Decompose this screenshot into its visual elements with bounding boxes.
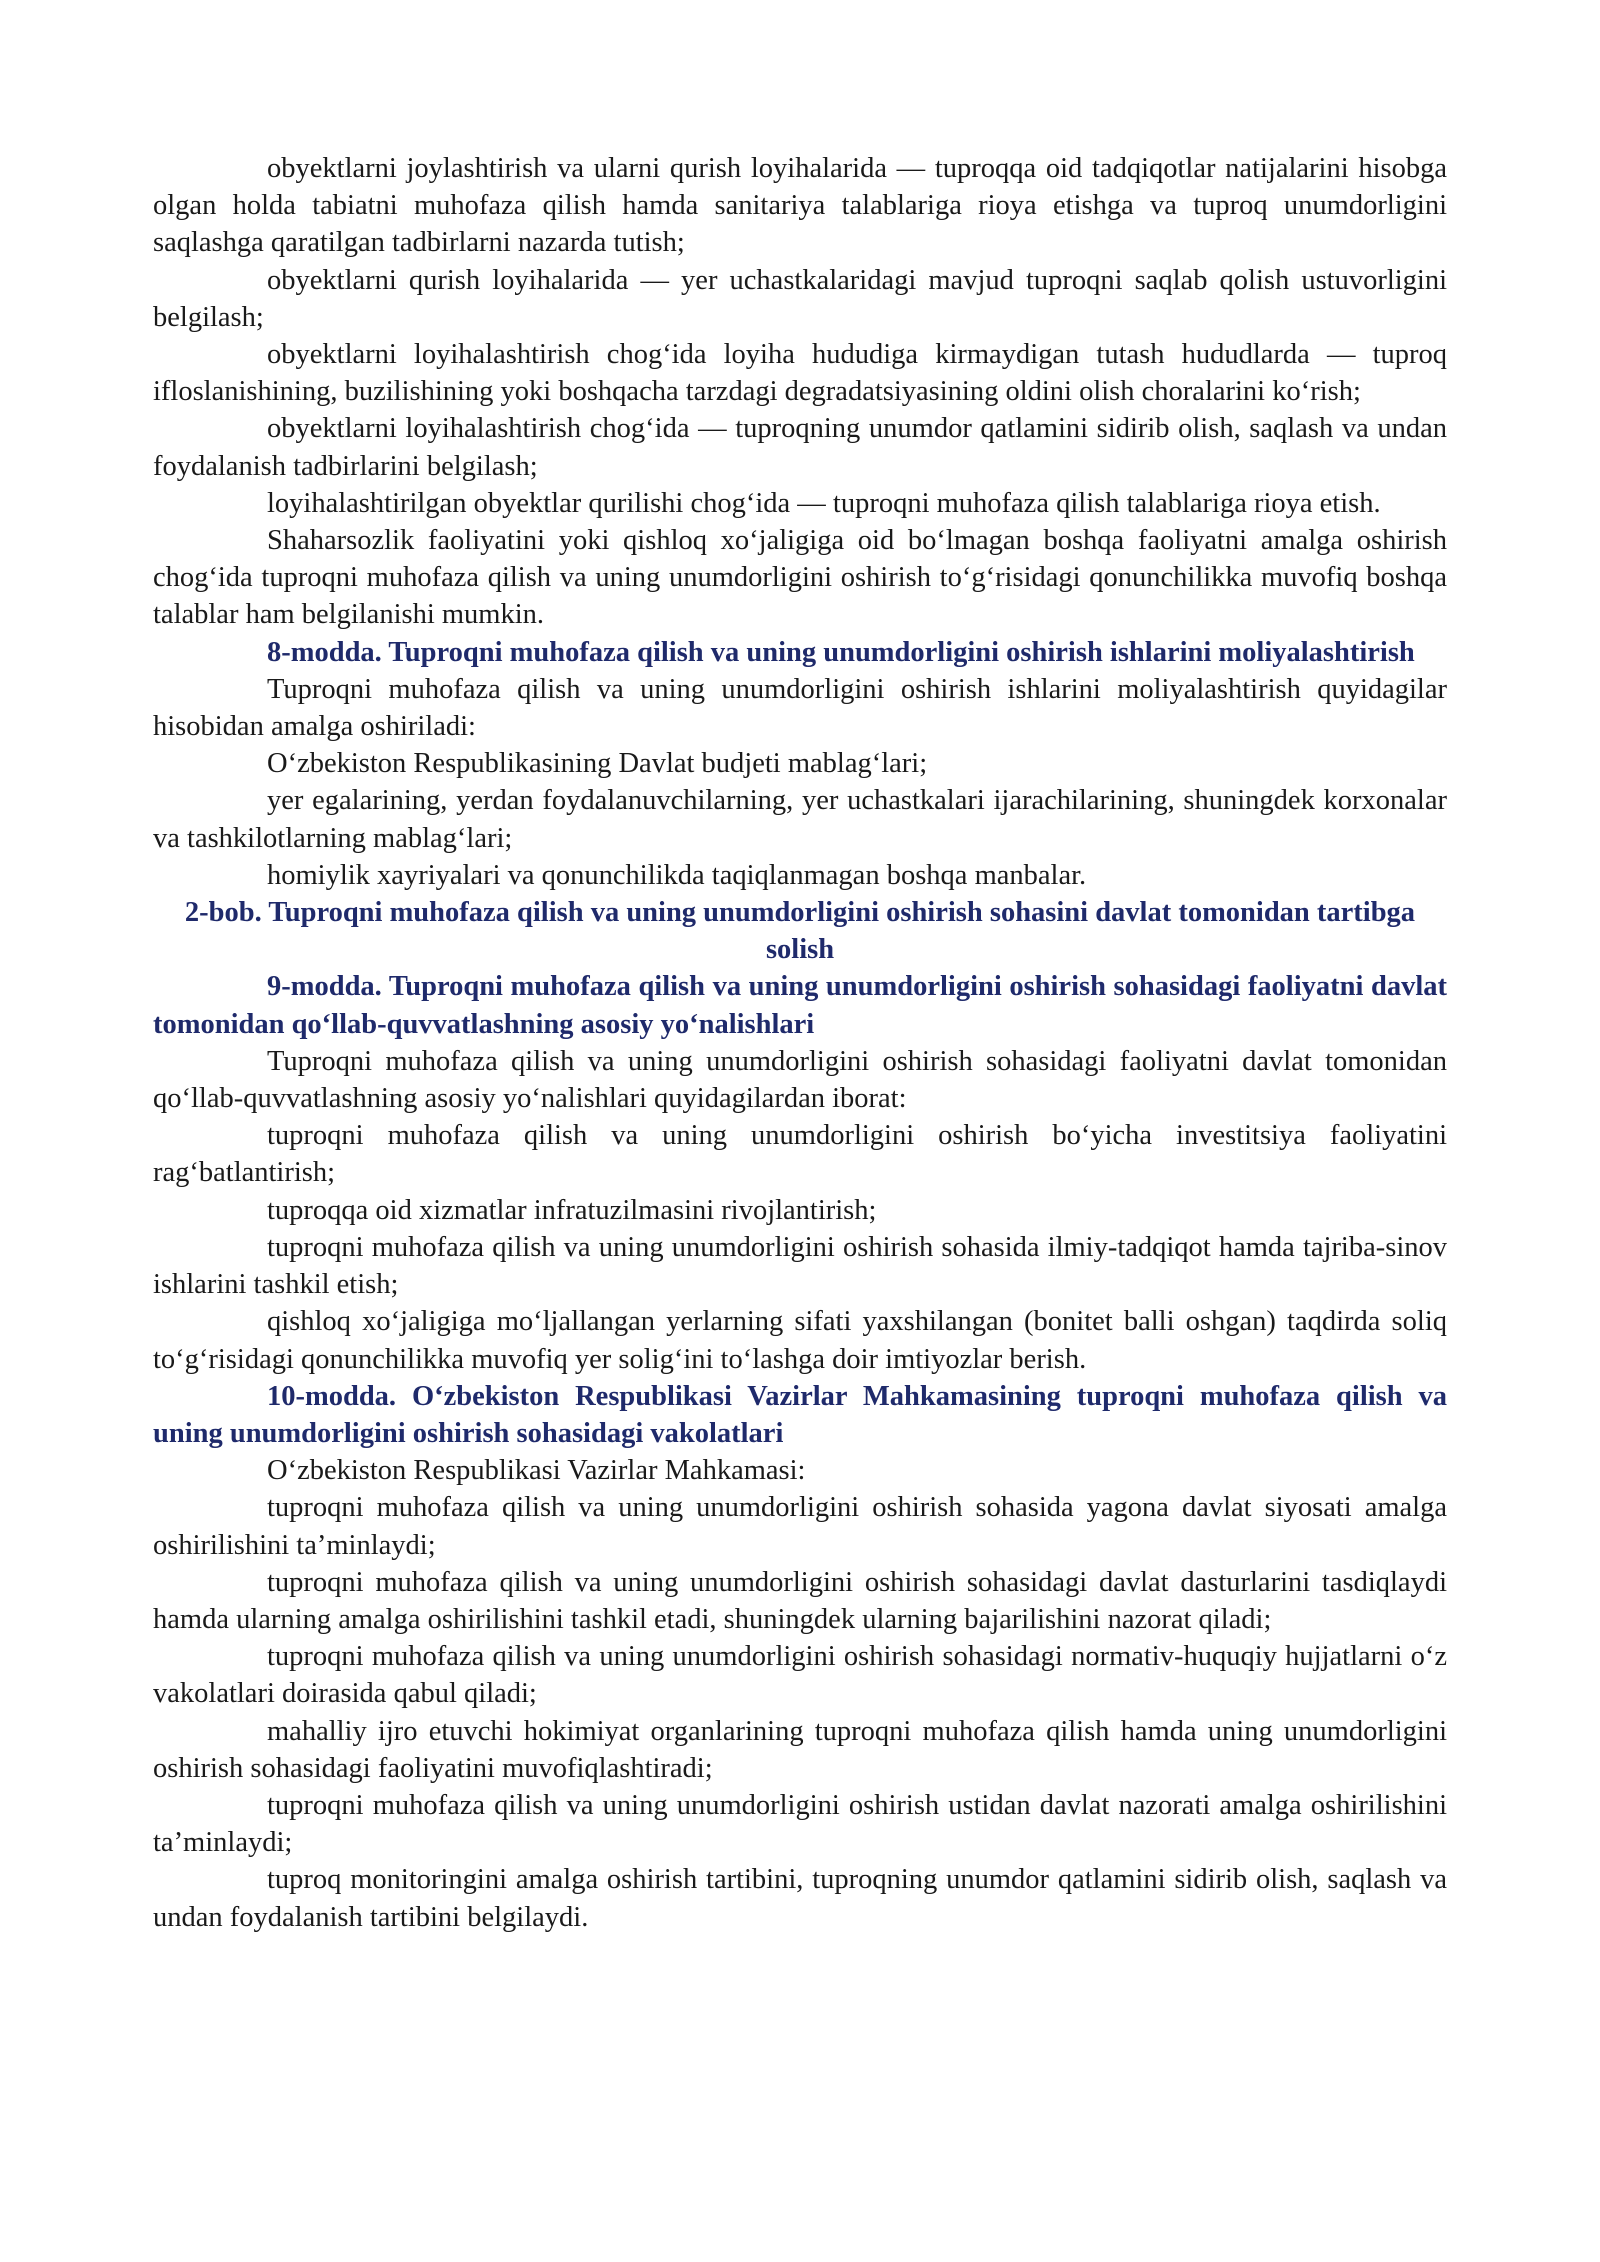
paragraph: Tuproqni muhofaza qilish va uning unumdorligini oshirish ishlarini moliyalashtirish quyidagilar hisobidan amalga oshiriladi: bbox=[153, 673, 1447, 743]
paragraph: tuproq monitoringini amalga oshirish tartibini, tuproqning unumdor qatlamini sidirib olish, saqlash va undan foydalanish tartibini belgilaydi. bbox=[153, 1864, 1447, 1933]
chapter-heading-2: 2-bob. Tuproqni muhofaza qilish va uning unumdorligini oshirish sohasini davlat tomonidan tartibga solish bbox=[184, 897, 1416, 966]
article-heading-9: 9-modda. Tuproqni muhofaza qilish va uning unumdorligini oshirish sohasidagi faoliyatni davlat tomonidan qo‘llab-quvvatlashning asosiy yo‘nalishlari bbox=[153, 971, 1447, 1040]
paragraph: obyektlarni loyihalashtirish chog‘ida loyiha hududiga kirmaydigan tutash hududlarda — tuproq ifloslanishining, buzilishining yoki boshqacha tarzdagi degradatsiyasining oldini olish choralarini ko‘rish; bbox=[153, 339, 1447, 408]
paragraph: tuproqni muhofaza qilish va uning unumdorligini oshirish bo‘yicha investitsiya faoliyatini rag‘batlantirish; bbox=[153, 1120, 1447, 1189]
paragraph: loyihalashtirilgan obyektlar qurilishi chog‘ida — tuproqni muhofaza qilish talablariga rioya etish. bbox=[267, 487, 1381, 519]
paragraph: homiylik xayriyalari va qonunchilikda taqiqlanmagan boshqa manbalar. bbox=[267, 859, 1087, 891]
paragraph: tuproqni muhofaza qilish va uning unumdorligini oshirish sohasidagi davlat dasturlarini tasdiqlaydi hamda ularning amalga oshirilishini tashkil etadi, shuningdek ularning bajarilishini nazorat qiladi; bbox=[153, 1566, 1447, 1635]
article-heading-10: 10-modda. O‘zbekiston Respublikasi Vazirlar Mahkamasining tuproqni muhofaza qilish va uning unumdorligini oshirish sohasidagi vakolatlari bbox=[153, 1380, 1447, 1449]
paragraph: tuproqqa oid xizmatlar infratuzilmasini rivojlantirish; bbox=[267, 1194, 877, 1226]
paragraph: Shaharsozlik faoliyatini yoki qishloq xo‘jaligiga oid bo‘lmagan boshqa faoliyatni amalga oshirish chog‘ida tuproqni muhofaza qilish va uning unumdorligini oshirish to‘g‘risidagi qonunchilikka muvofiq boshqa talablar ham belgilanishi mumkin. bbox=[153, 525, 1447, 631]
paragraph: tuproqni muhofaza qilish va uning unumdorligini oshirish sohasida ilmiy-tadqiqot hamda tajriba-sinov ishlarini tashkil etish; bbox=[153, 1231, 1447, 1301]
paragraph: yer egalarining, yerdan foydalanuvchilarning, yer uchastkalari ijarachilarining, shuningdek korxonalar va tashkilotlarning mablag‘lari; bbox=[153, 785, 1447, 854]
article-heading-8: 8-modda. Tuproqni muhofaza qilish va uning unumdorligini oshirish ishlarini moliyalashtirish bbox=[267, 636, 1415, 668]
document-page bbox=[153, 150, 1447, 1936]
paragraph: obyektlarni qurish loyihalarida — yer uchastkalaridagi mavjud tuproqni saqlab qolish ustuvorligini belgilash; bbox=[153, 264, 1447, 333]
paragraph: O‘zbekiston Respublikasi Vazirlar Mahkamasi: bbox=[267, 1455, 806, 1487]
paragraph: qishloq xo‘jaligiga mo‘ljallangan yerlarning sifati yaxshilangan (bonitet balli oshgan) taqdirda soliq to‘g‘risidagi qonunchilikka muvofiq yer solig‘ini to‘lashga doir imtiyozlar berish. bbox=[153, 1306, 1447, 1375]
paragraph: obyektlarni loyihalashtirish chog‘ida — tuproqning unumdor qatlamini sidirib olish, saqlash va undan foydalanish tadbirlarini belgilash; bbox=[153, 413, 1447, 482]
paragraph: mahalliy ijro etuvchi hokimiyat organlarining tuproqni muhofaza qilish hamda uning unumdorligini oshirish sohasidagi faoliyatini muvofiqlashtiradi; bbox=[153, 1715, 1447, 1784]
paragraph: tuproqni muhofaza qilish va uning unumdorligini oshirish ustidan davlat nazorati amalga oshirilishini ta’minlaydi; bbox=[153, 1789, 1447, 1859]
paragraph: tuproqni muhofaza qilish va uning unumdorligini oshirish sohasida yagona davlat siyosati amalga oshirilishini ta’minlaydi; bbox=[153, 1492, 1447, 1561]
paragraph: obyektlarni joylashtirish va ularni qurish loyihalarida — tuproqqa oid tadqiqotlar natijalarini hisobga olgan holda tabiatni muhofaza qilish hamda sanitariya talablariga rioya etishga va tuproq unumdorligini saqlashga qaratilgan tadbirlarni nazarda tutish; bbox=[153, 153, 1447, 259]
paragraph: Tuproqni muhofaza qilish va uning unumdorligini oshirish sohasidagi faoliyatni davlat tomonidan qo‘llab-quvvatlashning asosiy yo‘nalishlari quyidagilardan iborat: bbox=[153, 1045, 1447, 1115]
paragraph: tuproqni muhofaza qilish va uning unumdorligini oshirish sohasidagi normativ-huquqiy hujjatlarni o‘z vakolatlari doirasida qabul qiladi; bbox=[153, 1641, 1447, 1710]
paragraph: O‘zbekiston Respublikasining Davlat budjeti mablag‘lari; bbox=[267, 748, 928, 780]
